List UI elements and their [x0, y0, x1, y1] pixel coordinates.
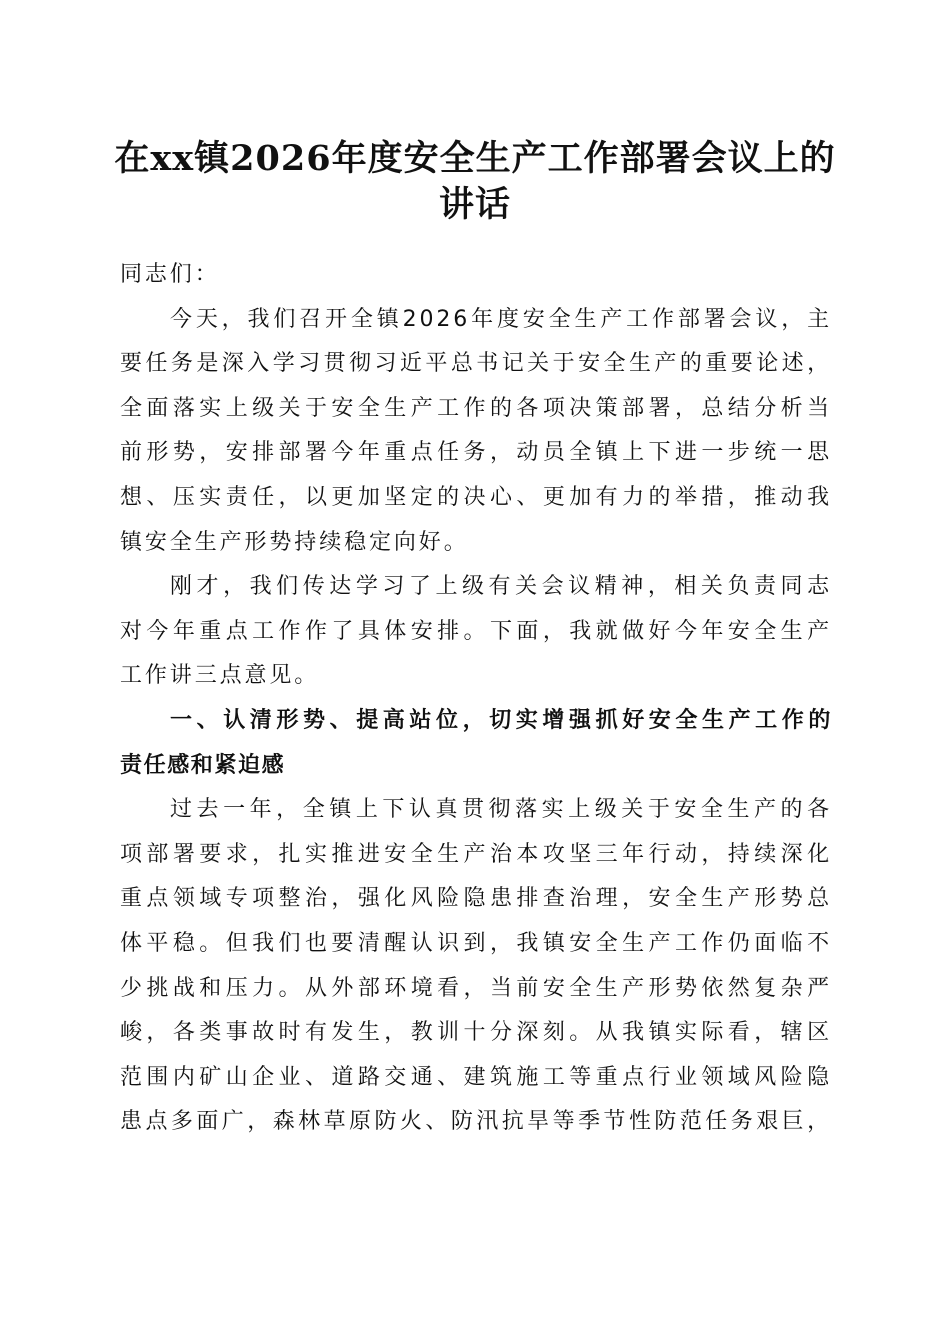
paragraph-line: 对今年重点工作作了具体安排。下面，我就做好今年安全生产: [120, 618, 832, 644]
paragraph-line: 峻，各类事故时有发生，教训十分深刻。从我镇实际看，辖区: [120, 1020, 832, 1046]
document-body: [120, 253, 832, 1145]
paragraph-line: 体平稳。但我们也要清醒认识到，我镇安全生产工作仍面临不: [120, 930, 832, 956]
salutation: 同志们：: [120, 262, 220, 287]
paragraph-line: 前形势，安排部署今年重点任务，动员全镇上下进一步统一思: [120, 440, 832, 466]
paragraph-line: 镇安全生产形势持续稳定向好。: [120, 529, 469, 555]
paragraph-line: 项部署要求，扎实推进安全生产治本攻坚三年行动，持续深化: [120, 841, 832, 867]
document-title: [100, 136, 850, 228]
title-line-2: 讲话: [438, 184, 511, 225]
paragraph-transition: [120, 565, 832, 699]
heading-line: 一、认清形势、提高站位，切实增强抓好安全生产工作的: [170, 707, 832, 733]
paragraph-line: 工作讲三点意见。: [120, 663, 320, 689]
paragraph-line: 过去一年，全镇上下认真贯彻落实上级关于安全生产的各: [170, 797, 832, 823]
heading-line: 责任感和紧迫感: [120, 752, 286, 778]
paragraph-section-1: [120, 788, 832, 1145]
paragraph-line: 想、压实责任，以更加坚定的决心、更加有力的举措，推动我: [120, 484, 832, 510]
paragraph-line: 患点多面广，森林草原防火、防汛抗旱等季节性防范任务艰巨，: [120, 1109, 832, 1135]
paragraph-line: 重点领域专项整治，强化风险隐患排查治理，安全生产形势总: [120, 886, 832, 912]
paragraph-line: 刚才，我们传达学习了上级有关会议精神，相关负责同志: [170, 574, 832, 600]
section-heading-1: [120, 699, 832, 788]
paragraph-line: 要任务是深入学习贯彻习近平总书记关于安全生产的重要论述，: [120, 351, 832, 377]
paragraph-opening: [120, 298, 832, 566]
paragraph-line: 少挑战和压力。从外部环境看，当前安全生产形势依然复杂严: [120, 975, 832, 1001]
paragraph-line: 范围内矿山企业、道路交通、建筑施工等重点行业领域风险隐: [120, 1064, 832, 1090]
title-line-1: 在xx镇2026年度安全生产工作部署会议上的: [114, 138, 836, 179]
paragraph-line: 全面落实上级关于安全生产工作的各项决策部署，总结分析当: [120, 395, 832, 421]
paragraph-line: 今天，我们召开全镇2026年度安全生产工作部署会议，主: [170, 306, 832, 332]
